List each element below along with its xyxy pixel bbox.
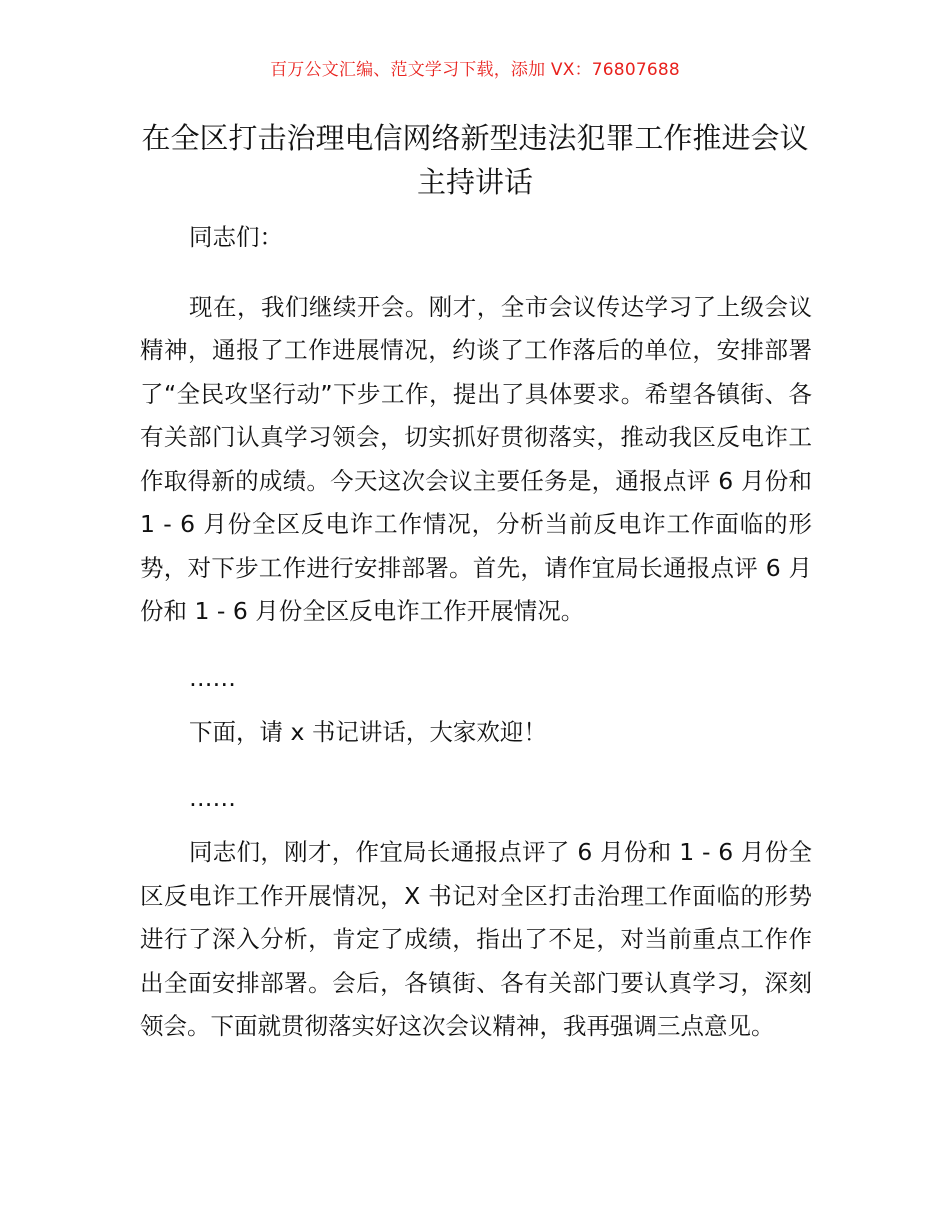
salutation-paragraph: 同志们： — [189, 223, 283, 251]
omission-ellipsis: …… — [189, 663, 236, 692]
header-watermark-note: 百万公文汇编、范文学习下载，添加 VX：76807688 — [270, 60, 680, 80]
opening-paragraph: 现在，我们继续开会。刚才，全市会议传达学习了上级会议精神，通报了工作进展情况，约谈了工作落后的单位，安排部署了“全民攻坚行动”下步工作，提出了具体要求。希望各镇街、各有关部门认真学习领会，切实抓好贯彻落实，推动我区反电诈工作取得新的成绩。今天这次会议主要任务是，通报点评 6 月份和 1 - 6 月份全区反电诈工作情况，分析当前反电诈工作面临的形势，对下步工作进行安排部署。首先，请作宜局长通报点评 6 月份和 1 - 6 月份全区反电诈工作开展情况。 — [140, 292, 812, 625]
closing-summary-paragraph: 同志们，刚才，作宜局长通报点评了 6 月份和 1 - 6 月份全区反电诈工作开展情况，X 书记对全区打击治理工作面临的形势进行了深入分析，肯定了成绩，指出了不足，对当前重点工作作出全面安排部署。会后，各镇街、各有关部门要认真学习，深刻领会。下面就贯彻落实好这次会议精神，我再强调三点意见。 — [140, 838, 812, 1040]
document-title: 在全区打击治理电信网络新型违法犯罪工作推进会议主持讲话 — [141, 121, 809, 199]
speech-invitation-paragraph: 下面，请 x 书记讲话，大家欢迎！ — [189, 717, 547, 746]
omission-ellipsis: …… — [189, 784, 236, 812]
document-body — [140, 216, 812, 1075]
